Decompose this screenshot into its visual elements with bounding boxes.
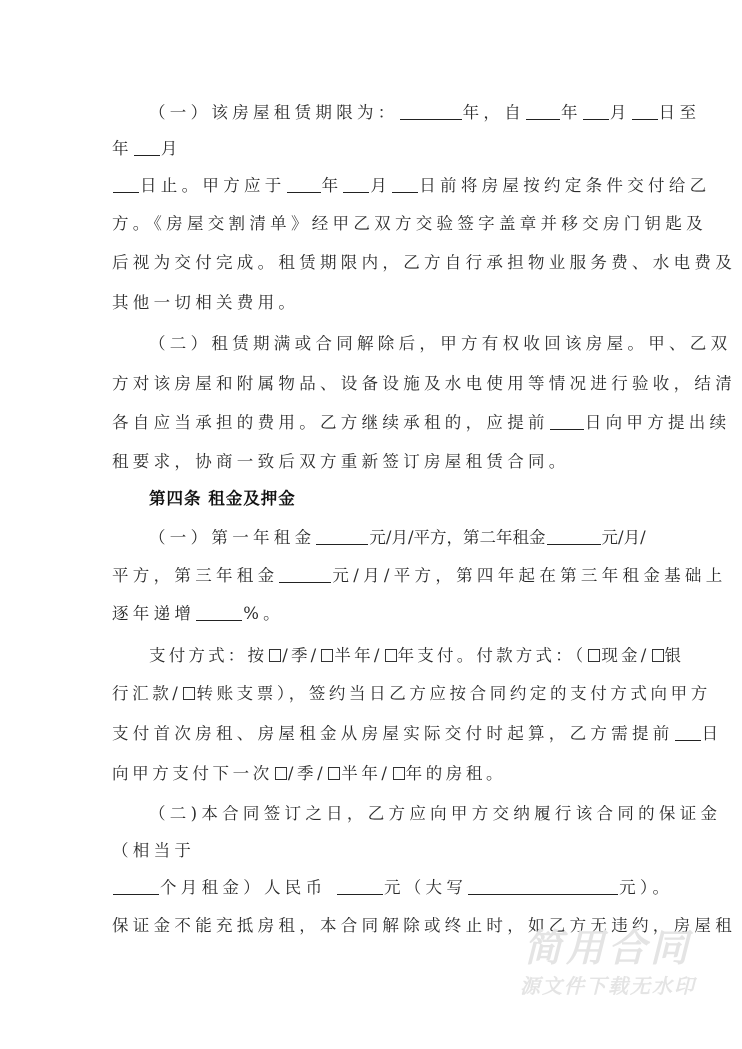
increase-percent-blank[interactable] — [196, 603, 242, 621]
lease-term-line-1 — [149, 102, 701, 124]
deposit-months-blank[interactable] — [113, 877, 159, 895]
advance-days-blank[interactable] — [675, 723, 701, 741]
text: 支付首次房租、房屋租金从房屋实际交付时起算，乙方需提前 — [112, 724, 674, 743]
text: 月 — [370, 176, 392, 195]
text: 元/月/ — [601, 528, 646, 547]
text: 元）。 — [619, 878, 674, 897]
renewal-notice-line — [112, 412, 731, 434]
text: 日前将房屋按约定条件交付给乙 — [419, 176, 711, 195]
year3-rent-blank[interactable] — [279, 565, 331, 583]
text: 向甲方支付下一次 — [112, 764, 273, 783]
next-half-year-checkbox[interactable] — [328, 767, 340, 780]
text: 日 — [701, 724, 723, 743]
paragraph-line: （相当于 — [112, 841, 196, 860]
bank-transfer-checkbox[interactable] — [652, 649, 664, 662]
text: 半年/ — [334, 646, 383, 665]
text: 年的房租。 — [405, 764, 507, 783]
text: 年支付。付款方式：（ — [397, 646, 587, 665]
monthly-checkbox[interactable] — [269, 649, 281, 662]
text: 月 — [160, 139, 182, 158]
text: 元（大写 — [383, 878, 468, 897]
text: 银 — [664, 646, 685, 665]
rent-line-2 — [112, 565, 727, 587]
text: （一）第一年租金 — [149, 528, 316, 547]
paragraph-line: 租要求，协商一致后双方重新签订房屋租赁合同。 — [112, 452, 570, 471]
year2-rent-blank[interactable] — [547, 527, 601, 545]
deposit-amount-line — [112, 877, 674, 899]
paragraph-line: 其他一切相关费用。 — [112, 293, 300, 312]
deposit-amount-words-blank[interactable] — [468, 877, 618, 895]
text: 逐年递增 — [112, 604, 196, 623]
paragraph-line: （二）租赁期满或合同解除后，甲方有权收回该房屋。甲、乙双 — [149, 334, 732, 353]
text: /季/ — [282, 646, 320, 665]
text: 日止。甲方应于 — [140, 176, 286, 195]
start-month-blank[interactable] — [583, 102, 609, 120]
paragraph-line: 后视为交付完成。租赁期限内，乙方自行承担物业服务费、水电费及 — [112, 253, 736, 272]
payment-line-3 — [112, 723, 723, 745]
start-day-blank[interactable] — [632, 102, 658, 120]
end-day-blank[interactable] — [113, 175, 139, 193]
deposit-amount-blank[interactable] — [337, 877, 383, 895]
text: %。 — [243, 604, 284, 623]
text: 半年/ — [341, 764, 391, 783]
text: 支付方式：按 — [149, 646, 268, 665]
paragraph-line: 保证金不能充抵房租，本合同解除或终止时，如乙方无违约，房屋租 — [112, 916, 736, 935]
lease-term-line-2 — [112, 138, 632, 160]
delivery-year-blank[interactable] — [287, 175, 321, 193]
text: 个月租金）人民币 — [160, 878, 327, 897]
paragraph-line: 方。《房屋交割清单》经甲乙双方交验签字盖章并移交房门钥匙及 — [112, 214, 707, 233]
lease-years-blank[interactable] — [400, 102, 462, 120]
next-monthly-checkbox[interactable] — [275, 767, 287, 780]
yearly-checkbox[interactable] — [385, 649, 397, 662]
text: 年 — [561, 103, 582, 122]
lease-term-line-3 — [112, 175, 711, 197]
clause-4-heading: 第四条 租金及押金 — [149, 489, 296, 508]
payment-line-2 — [112, 683, 711, 705]
paragraph-line: （二)本合同签订之日，乙方应向甲方交纳履行该合同的保证金 — [149, 804, 722, 823]
text: 月 — [609, 103, 631, 122]
text: 元/月/平方，第二年租金 — [369, 528, 546, 547]
text: 行汇款/ — [112, 684, 182, 703]
text: 年，自 — [462, 103, 526, 122]
text: 平方，第三年租金 — [112, 566, 279, 585]
half-year-checkbox[interactable] — [321, 649, 333, 662]
text: （一）该房屋租赁期限为： — [149, 103, 399, 122]
year1-rent-blank[interactable] — [316, 527, 368, 545]
rent-line-3 — [112, 603, 632, 625]
text: 年 — [112, 139, 133, 158]
text: 日至 — [658, 103, 701, 122]
text: 现金/ — [601, 646, 650, 665]
delivery-day-blank[interactable] — [392, 175, 418, 193]
paragraph-line: 方对该房屋和附属物品、设备设施及水电使用等情况进行验收，结清 — [112, 374, 736, 393]
rent-line-1 — [149, 527, 669, 549]
text: 日向甲方提出续 — [584, 413, 731, 432]
next-yearly-checkbox[interactable] — [393, 767, 405, 780]
text: /季/ — [287, 764, 327, 783]
renewal-days-blank[interactable] — [550, 412, 584, 430]
text: 各自应当承担的费用。乙方继续承租的，应提前 — [112, 413, 549, 432]
end-month-blank[interactable] — [134, 138, 160, 156]
text: 年 — [321, 176, 343, 195]
watermark-subtitle: 源文件下载无水印 — [520, 974, 696, 998]
start-year-blank[interactable] — [526, 102, 560, 120]
payment-line-4 — [112, 763, 632, 785]
check-checkbox[interactable] — [183, 687, 195, 700]
watermark-logo: 简用合同 — [523, 926, 692, 970]
payment-line-1 — [149, 645, 685, 667]
text: 元/月/平方，第四年起在第三年租金基础上 — [332, 566, 727, 585]
delivery-month-blank[interactable] — [343, 175, 369, 193]
cash-checkbox[interactable] — [588, 649, 600, 662]
text: 转账支票），签约当日乙方应按合同约定的支付方式向甲方 — [196, 684, 711, 703]
